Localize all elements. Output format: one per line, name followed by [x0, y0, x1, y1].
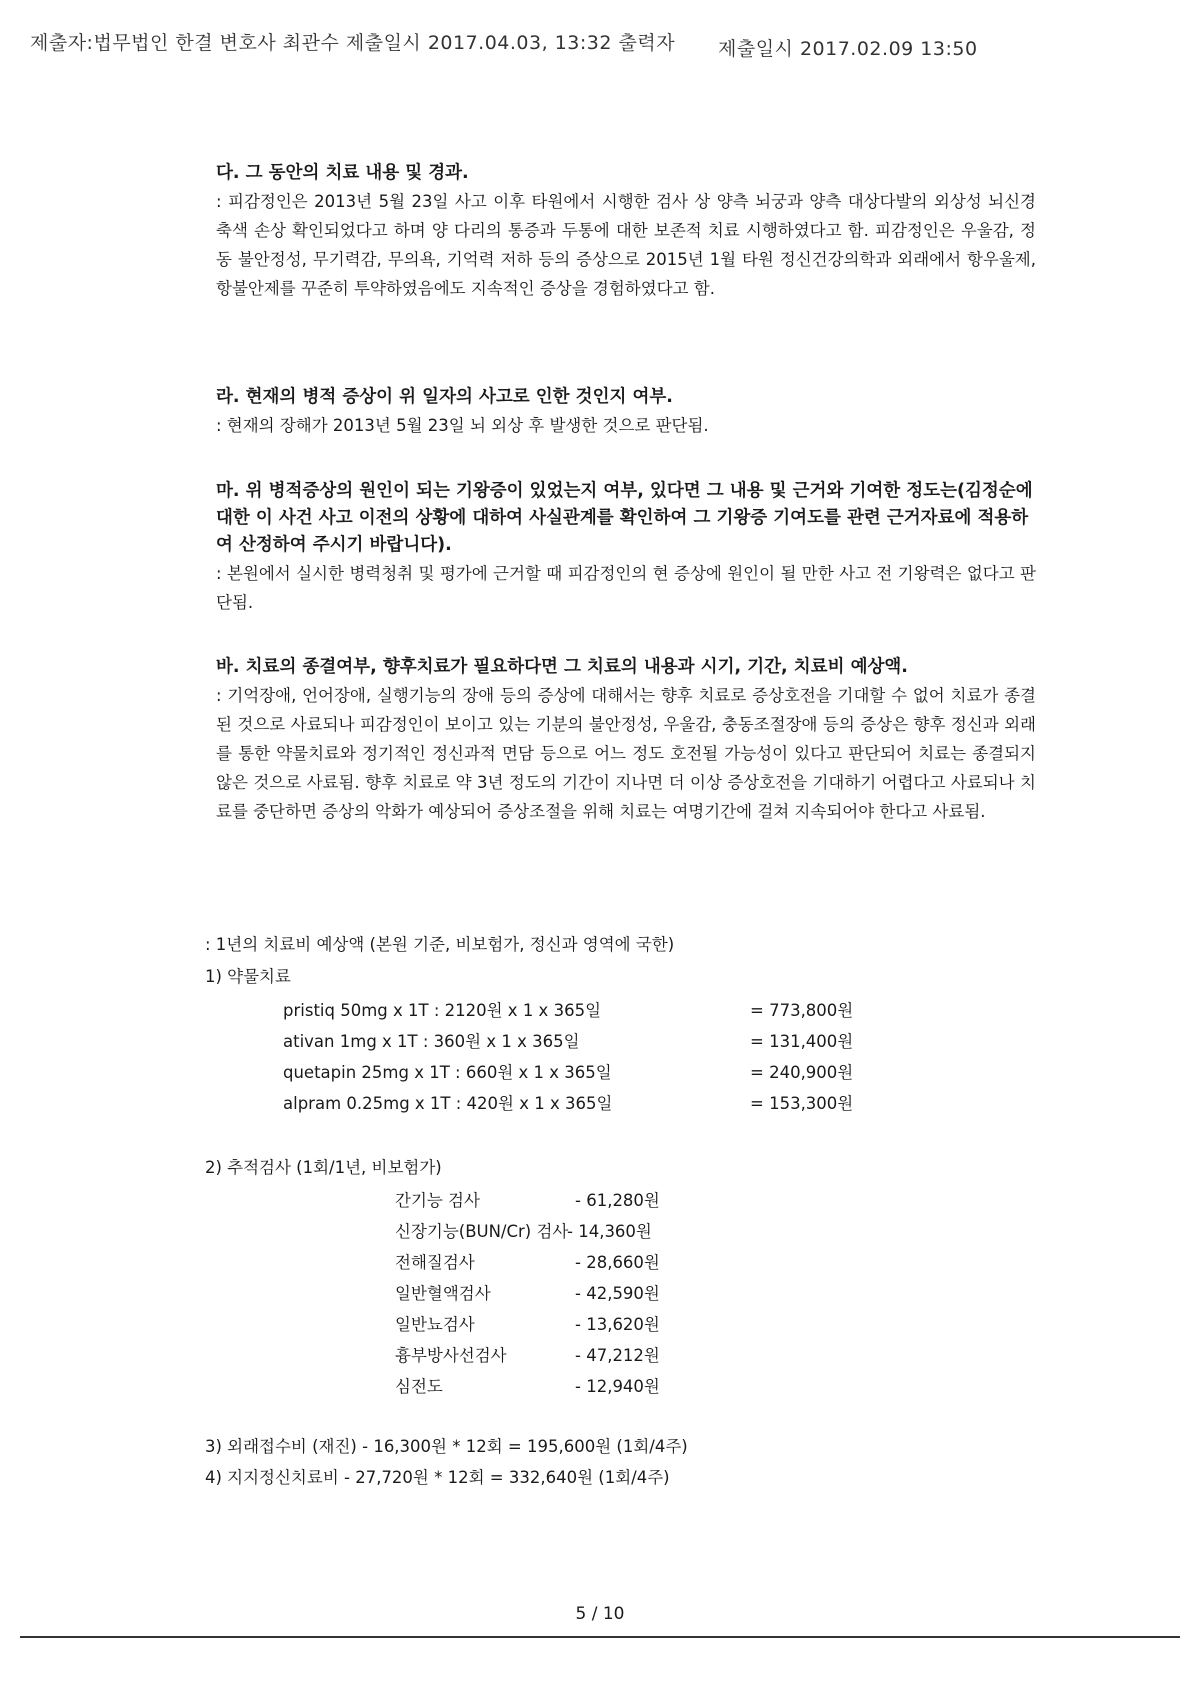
section-title: 바. 치료의 종결여부, 향후치료가 필요하다면 그 치료의 내용과 시기, 기간, 치료비 예상액.: [216, 657, 908, 677]
section-body: : 기억장애, 언어장애, 실행기능의 장애 등의 증상에 대해서는 향후 치료로 증상호전을 기대할 수 없어 치료가 종결된 것으로 사료되나 피감정인이 보이고 있는 기분의 불안정성, 우울감, 충동조절장애 등의 증상은 향후 정신과 외래를 통한 약물치료와 정기적인 정신과적 면담 등으로 어느 정도 호전될 가능성이 있다고 판단되어 치료는 종결되지 않은 것으로 사료됨. 향후 치료로 약 3년 정도의 기간이 지나면 더 이상 증상호전을 기대하기 어렵다고 사료되나 치료를 중단하면 증상의 악화가 예상되어 증상조절을 위해 치료는 여명기간에 걸쳐 지속되어야 한다고 사료됨.: [216, 686, 1036, 821]
page-number: 5 / 10: [575, 1604, 625, 1624]
section-body: : 피감정인은 2013년 5월 23일 사고 이후 타원에서 시행한 검사 상 양측 뇌궁과 양측 대상다발의 외상성 뇌신경 축색 손상 확인되었다고 하며 양 다리의 통증과 두통에 대한 보존적 치료 시행하였다고 함. 피감정인은 우울감, 정동 불안정성, 무기력감, 무의욕, 기억력 저하 등의 증상으로 2015년 1월 타원 정신건강의학과 외래에서 항우울제, 항불안제를 꾸준히 투약하였음에도 지속적인 증상을 경험하였다고 함.: [216, 192, 1036, 298]
test-name: 간기능 검사: [395, 1191, 480, 1210]
section-future-treatment: [216, 654, 1036, 826]
section-treatment-course: [216, 160, 1036, 303]
section-body: : 현재의 장해가 2013년 5월 23일 뇌 외상 후 발생한 것으로 판단됨.: [216, 416, 709, 435]
fee-row-outpatient: 3) 외래접수비 (재진) - 16,300원 * 12회 = 195,600원 (1회/4주): [205, 1437, 688, 1456]
section-title: 다. 그 동안의 치료 내용 및 경과.: [216, 163, 469, 183]
test-amount: - 13,620원: [575, 1315, 660, 1334]
test-name: 일반뇨검사: [395, 1315, 475, 1334]
test-name: 흉부방사선검사: [395, 1346, 507, 1365]
footer-divider: [20, 1636, 1180, 1638]
medication-total: = 773,800원: [750, 1001, 854, 1020]
section-causality: [216, 384, 1036, 440]
fee-row-psychotherapy: 4) 지지정신치료비 - 27,720원 * 12회 = 332,640원 (1회/4주): [205, 1468, 670, 1487]
medication-heading: 1) 약물치료: [205, 967, 291, 986]
test-amount: - 47,212원: [575, 1346, 660, 1365]
test-amount: - 61,280원: [575, 1191, 660, 1210]
medication-total: = 153,300원: [750, 1094, 854, 1113]
fax-header: [30, 22, 1170, 62]
test-name: 신장기능(BUN/Cr) 검사: [395, 1222, 569, 1241]
section-body: : 본원에서 실시한 병력청취 및 평가에 근거할 때 피감정인의 현 증상에 원인이 될 만한 사고 전 기왕력은 없다고 판단됨.: [216, 564, 1036, 612]
section-title: 라. 현재의 병적 증상이 위 일자의 사고로 인한 것인지 여부.: [216, 387, 673, 407]
section-title: 마. 위 병적증상의 원인이 되는 기왕증이 있었는지 여부, 있다면 그 내용 및 근거와 기여한 정도는(김정순에 대한 이 사건 사고 이전의 상황에 대하여 사실관계를 확인하여 그 기왕증 기여도를 관련 근거자료에 적용하여 산정하여 주시기 바랍니다).: [216, 481, 1033, 555]
test-amount: - 14,360원: [567, 1222, 652, 1241]
test-amount: - 28,660원: [575, 1253, 660, 1272]
medication-formula: alpram 0.25mg x 1T : 420원 x 1 x 365일: [283, 1094, 613, 1113]
medication-total: = 240,900원: [750, 1063, 854, 1082]
test-amount: - 42,590원: [575, 1284, 660, 1303]
tests-heading: 2) 추적검사 (1회/1년, 비보험가): [205, 1158, 442, 1177]
section-preexisting: [216, 478, 1036, 617]
test-name: 심전도: [395, 1377, 443, 1396]
cost-intro: : 1년의 치료비 예상액 (본원 기준, 비보험가, 정신과 영역에 국한): [205, 935, 675, 954]
fax-header-right: 제출일시 2017.02.09 13:50: [718, 38, 978, 60]
test-amount: - 12,940원: [575, 1377, 660, 1396]
medication-formula: ativan 1mg x 1T : 360원 x 1 x 365일: [283, 1032, 580, 1051]
fax-header-left: 제출자:법무법인 한결 변호사 최관수 제출일시 2017.04.03, 13:32 출력자: [30, 32, 676, 54]
medication-formula: pristiq 50mg x 1T : 2120원 x 1 x 365일: [283, 1001, 602, 1020]
medication-formula: quetapin 25mg x 1T : 660원 x 1 x 365일: [283, 1063, 612, 1082]
test-name: 전해질검사: [395, 1253, 475, 1272]
medication-total: = 131,400원: [750, 1032, 854, 1051]
test-name: 일반혈액검사: [395, 1284, 491, 1303]
